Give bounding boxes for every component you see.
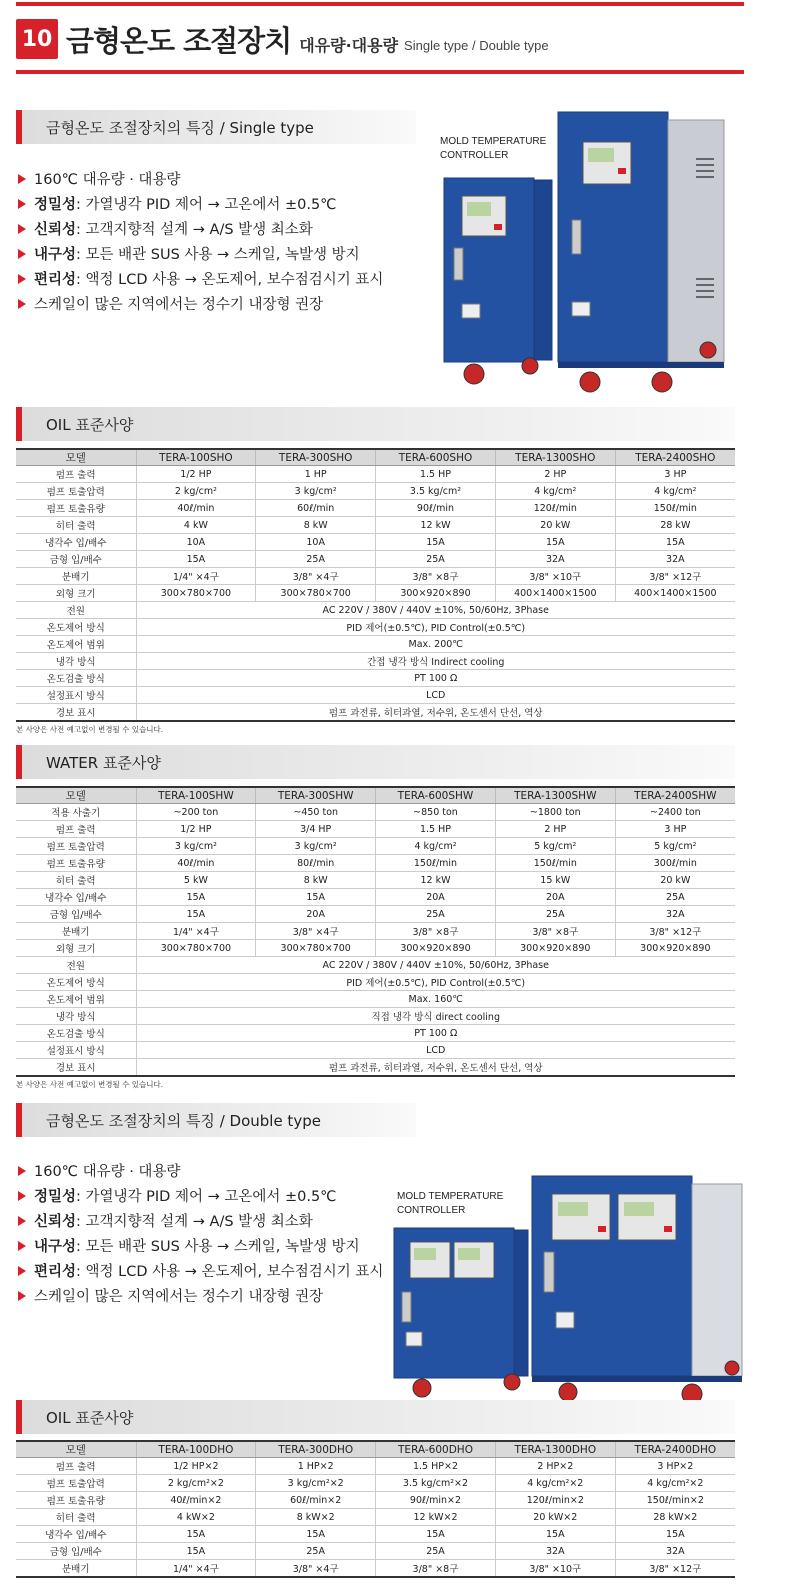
table-cell: 20 kW (495, 517, 615, 534)
table-cell: 12 kW (376, 872, 496, 889)
table-cell: 3/4 HP (256, 821, 376, 838)
table-row (16, 1042, 735, 1059)
table-cell: 8 kW (256, 872, 376, 889)
table-cell: ~2400 ton (615, 804, 735, 821)
row-label: 펌프 토출압력 (16, 483, 136, 500)
table-header-row (16, 1441, 735, 1458)
heading-accent (16, 1103, 22, 1137)
table-cell: ~450 ton (256, 804, 376, 821)
table-cell: 1/4" ×4구 (136, 1560, 256, 1578)
table-cell: 25A (495, 906, 615, 923)
table-cell: 20 kW×2 (495, 1509, 615, 1526)
table-cell: 5 kg/cm² (615, 838, 735, 855)
table-cell: 간접 냉각 방식 Indirect cooling (136, 653, 735, 670)
table-cell: 4 kg/cm² (376, 838, 496, 855)
table-cell: 15A (136, 1526, 256, 1543)
column-header: TERA-1300SHO (495, 449, 615, 466)
table-cell: 2 kg/cm² (136, 483, 256, 500)
table-cell: 4 kW×2 (136, 1509, 256, 1526)
row-label: 히터 출력 (16, 517, 136, 534)
heading-accent (16, 745, 22, 779)
table-cell: 300×780×700 (256, 585, 376, 602)
table-cell: 1.5 HP×2 (376, 1458, 496, 1475)
table-cell: 25A (376, 551, 496, 568)
table-cell: AC 220V / 380V / 440V ±10%, 50/60Hz, 3Phase (136, 957, 735, 974)
double-type-machine-image (392, 1172, 747, 1412)
oil-single-title: OIL 표준사양 (46, 415, 134, 434)
table-cell: 3/8" ×4구 (256, 568, 376, 585)
table-cell: 8 kW (256, 517, 376, 534)
table-row (16, 1509, 735, 1526)
table-row (16, 940, 735, 957)
table-cell: 15A (376, 1526, 496, 1543)
feature-item: 내구성 : 모든 배관 SUS 사용 → 스케일, 녹발생 방지 (18, 1233, 398, 1258)
table-row (16, 466, 735, 483)
row-label: 냉각수 입/배수 (16, 1526, 136, 1543)
row-label: 설정표시 방식 (16, 1042, 136, 1059)
row-label: 분배기 (16, 923, 136, 940)
bullet-icon (18, 249, 26, 259)
table-cell: 펌프 과전류, 히터과열, 저수위, 온도센서 단선, 역상 (136, 1059, 735, 1077)
row-label: 펌프 토출압력 (16, 1475, 136, 1492)
table-cell: 90ℓ/min (376, 500, 496, 517)
table-cell: 150ℓ/min (615, 500, 735, 517)
row-label: 펌프 토출유량 (16, 1492, 136, 1509)
water-single-note: 본 사양은 사전 예고없이 변경될 수 있습니다. (16, 1080, 164, 1089)
row-label: 외형 크기 (16, 940, 136, 957)
table-row (16, 923, 735, 940)
table-cell: 1 HP (256, 466, 376, 483)
bullet-icon (18, 299, 26, 309)
oil-double-title: OIL 표준사양 (46, 1408, 134, 1427)
column-header: 모델 (16, 1441, 136, 1458)
table-row (16, 602, 735, 619)
table-cell: 20A (495, 889, 615, 906)
table-row (16, 1458, 735, 1475)
table-cell: 15A (136, 1543, 256, 1560)
table-cell: 150ℓ/min (495, 855, 615, 872)
table-cell: 25A (615, 889, 735, 906)
bullet-icon (18, 274, 26, 284)
table-row (16, 906, 735, 923)
table-row (16, 991, 735, 1008)
table-cell: 60ℓ/min (256, 500, 376, 517)
table-cell: 2 HP×2 (495, 1458, 615, 1475)
table-row (16, 619, 735, 636)
row-label: 온도검출 방식 (16, 1025, 136, 1042)
table-row (16, 534, 735, 551)
table-cell: 300×920×890 (376, 940, 496, 957)
row-label: 냉각수 입/배수 (16, 534, 136, 551)
table-cell: 300×780×700 (136, 940, 256, 957)
table-cell: 2 kg/cm²×2 (136, 1475, 256, 1492)
top-rule (16, 2, 744, 6)
table-cell: 12 kW×2 (376, 1509, 496, 1526)
table-cell: 20A (256, 906, 376, 923)
table-cell: 25A (376, 906, 496, 923)
table-cell: 25A (256, 551, 376, 568)
row-label: 펌프 출력 (16, 1458, 136, 1475)
row-label: 금형 입/배수 (16, 1543, 136, 1560)
column-header: TERA-300DHO (256, 1441, 376, 1458)
table-cell: 펌프 과전류, 히터과열, 저수위, 온도센서 단선, 역상 (136, 704, 735, 722)
column-header: TERA-100DHO (136, 1441, 256, 1458)
page-subtitle-en: Single type / Double type (404, 37, 549, 53)
table-cell: 3/8" ×8구 (376, 923, 496, 940)
table-cell: 3/8" ×8구 (376, 1560, 496, 1578)
table-cell: 60ℓ/min×2 (256, 1492, 376, 1509)
table-row (16, 804, 735, 821)
feature-item: 정밀성 : 가열냉각 PID 제어 → 고온에서 ±0.5℃ (18, 191, 398, 216)
column-header: TERA-2400DHO (615, 1441, 735, 1458)
table-row (16, 872, 735, 889)
table-cell: 4 kg/cm² (495, 483, 615, 500)
table-cell: 4 kg/cm² (615, 483, 735, 500)
row-label: 펌프 출력 (16, 821, 136, 838)
table-cell: 1/2 HP×2 (136, 1458, 256, 1475)
section-number: 10 (16, 19, 58, 59)
table-cell: 3/8" ×8구 (376, 568, 496, 585)
table-row (16, 500, 735, 517)
table-cell: ~200 ton (136, 804, 256, 821)
bullet-icon (18, 1241, 26, 1251)
table-row (16, 636, 735, 653)
table-cell: 3 kg/cm²×2 (256, 1475, 376, 1492)
table-cell: 300×920×890 (376, 585, 496, 602)
table-cell: 1/2 HP (136, 821, 256, 838)
table-cell: 20A (376, 889, 496, 906)
table-cell: LCD (136, 1042, 735, 1059)
oil-single-heading (16, 407, 735, 441)
table-cell: 12 kW (376, 517, 496, 534)
table-cell: PT 100 Ω (136, 670, 735, 687)
table-cell: 15A (495, 534, 615, 551)
table-cell: 3.5 kg/cm²×2 (376, 1475, 496, 1492)
table-cell: 25A (256, 1543, 376, 1560)
water-single-heading (16, 745, 735, 779)
bullet-icon (18, 1216, 26, 1226)
table-row (16, 1008, 735, 1025)
table-cell: 80ℓ/min (256, 855, 376, 872)
row-label: 금형 입/배수 (16, 906, 136, 923)
table-cell: 10A (136, 534, 256, 551)
oil-double-spec-table (16, 1440, 735, 1578)
row-label: 온도제어 범위 (16, 991, 136, 1008)
column-header: TERA-600SHW (376, 787, 496, 804)
feature-item: 정밀성 : 가열냉각 PID 제어 → 고온에서 ±0.5℃ (18, 1183, 398, 1208)
row-label: 냉각수 입/배수 (16, 889, 136, 906)
table-cell: PID 제어(±0.5℃), PID Control(±0.5℃) (136, 974, 735, 991)
table-cell: 90ℓ/min×2 (376, 1492, 496, 1509)
table-cell: 2 HP (495, 821, 615, 838)
table-cell: 120ℓ/min×2 (495, 1492, 615, 1509)
row-label: 펌프 토출유량 (16, 855, 136, 872)
table-cell: 1.5 HP (376, 466, 496, 483)
row-label: 분배기 (16, 568, 136, 585)
table-row (16, 1526, 735, 1543)
table-cell: 4 kW (136, 517, 256, 534)
bullet-icon (18, 1291, 26, 1301)
double-feature-heading (16, 1103, 416, 1137)
row-label: 적용 사출기 (16, 804, 136, 821)
row-label: 온도제어 범위 (16, 636, 136, 653)
table-cell: 1 HP×2 (256, 1458, 376, 1475)
table-cell: 3/8" ×12구 (615, 923, 735, 940)
table-cell: 120ℓ/min (495, 500, 615, 517)
table-cell: 3/8" ×12구 (615, 568, 735, 585)
table-cell: Max. 200℃ (136, 636, 735, 653)
table-row (16, 1059, 735, 1077)
table-cell: 25A (376, 1543, 496, 1560)
table-row (16, 889, 735, 906)
double-image-label: MOLD TEMPERATURE CONTROLLER (397, 1191, 504, 1216)
table-row (16, 670, 735, 687)
water-single-spec-table (16, 786, 735, 1077)
table-cell: LCD (136, 687, 735, 704)
column-header: TERA-600SHO (376, 449, 496, 466)
single-image-label: MOLD TEMPERATURE CONTROLLER (440, 136, 547, 161)
table-cell: 3/8" ×12구 (615, 1560, 735, 1578)
single-feature-title: 금형온도 조절장치의 특징 / Single type (46, 118, 314, 137)
table-cell: 3/8" ×4구 (256, 923, 376, 940)
table-cell: 3 kg/cm² (256, 838, 376, 855)
table-row (16, 821, 735, 838)
table-cell: ~850 ton (376, 804, 496, 821)
table-cell: 3/8" ×8구 (495, 923, 615, 940)
table-cell: 40ℓ/min (136, 855, 256, 872)
table-cell: 4 kg/cm²×2 (615, 1475, 735, 1492)
table-cell: 15A (136, 906, 256, 923)
row-label: 히터 출력 (16, 872, 136, 889)
column-header: TERA-300SHO (256, 449, 376, 466)
feature-item: 160℃ 대유량 · 대용량 (18, 1158, 398, 1183)
table-cell: 300×780×700 (256, 940, 376, 957)
table-cell: 3.5 kg/cm² (376, 483, 496, 500)
table-cell: ~1800 ton (495, 804, 615, 821)
table-cell: 400×1400×1500 (495, 585, 615, 602)
single-feature-heading (16, 110, 416, 144)
table-row (16, 1543, 735, 1560)
bullet-icon (18, 1266, 26, 1276)
feature-item: 편리성 : 액정 LCD 사용 → 온도제어, 보수점검시기 표시 (18, 1258, 398, 1283)
table-cell: 28 kW (615, 517, 735, 534)
table-cell: 300×920×890 (495, 940, 615, 957)
table-row (16, 974, 735, 991)
heading-accent (16, 1400, 22, 1434)
table-cell: 3 kg/cm² (256, 483, 376, 500)
table-row (16, 1492, 735, 1509)
table-row (16, 704, 735, 722)
feature-item: 신뢰성 : 고객지향적 설계 → A/S 발생 최소화 (18, 1208, 398, 1233)
table-cell: 32A (495, 1543, 615, 1560)
row-label: 외형 크기 (16, 585, 136, 602)
row-label: 펌프 토출유량 (16, 500, 136, 517)
table-row (16, 687, 735, 704)
table-cell: 15A (136, 889, 256, 906)
table-row (16, 1560, 735, 1578)
table-row (16, 585, 735, 602)
row-label: 설정표시 방식 (16, 687, 136, 704)
bullet-icon (18, 1166, 26, 1176)
table-cell: 15 kW (495, 872, 615, 889)
table-cell: 40ℓ/min (136, 500, 256, 517)
table-cell: 15A (256, 1526, 376, 1543)
table-cell: 3/8" ×10구 (495, 568, 615, 585)
table-row (16, 653, 735, 670)
table-cell: 28 kW×2 (615, 1509, 735, 1526)
table-cell: 3/8" ×10구 (495, 1560, 615, 1578)
feature-item: 편리성 : 액정 LCD 사용 → 온도제어, 보수점검시기 표시 (18, 266, 398, 291)
column-header: TERA-1300SHW (495, 787, 615, 804)
table-cell: 32A (615, 551, 735, 568)
table-cell: AC 220V / 380V / 440V ±10%, 50/60Hz, 3Phase (136, 602, 735, 619)
table-row (16, 1025, 735, 1042)
column-header: TERA-1300DHO (495, 1441, 615, 1458)
table-cell: 1.5 HP (376, 821, 496, 838)
table-cell: 300×920×890 (615, 940, 735, 957)
row-label: 냉각 방식 (16, 1008, 136, 1025)
bullet-icon (18, 199, 26, 209)
column-header: TERA-300SHW (256, 787, 376, 804)
row-label: 금형 입/배수 (16, 551, 136, 568)
table-cell: 8 kW×2 (256, 1509, 376, 1526)
oil-single-note: 본 사양은 사전 예고없이 변경될 수 있습니다. (16, 725, 164, 734)
table-cell: 10A (256, 534, 376, 551)
row-label: 히터 출력 (16, 1509, 136, 1526)
bullet-icon (18, 1191, 26, 1201)
table-cell: 32A (615, 906, 735, 923)
table-cell: 150ℓ/min (376, 855, 496, 872)
feature-item: 160℃ 대유량 · 대용량 (18, 166, 398, 191)
row-label: 분배기 (16, 1560, 136, 1578)
row-label: 전원 (16, 602, 136, 619)
row-label: 냉각 방식 (16, 653, 136, 670)
table-row (16, 855, 735, 872)
page-header (16, 18, 549, 60)
table-cell: 40ℓ/min×2 (136, 1492, 256, 1509)
table-cell: 3 HP (615, 821, 735, 838)
feature-item: 스케일이 많은 지역에서는 정수기 내장형 권장 (18, 291, 398, 316)
column-header: TERA-2400SHO (615, 449, 735, 466)
page-subtitle: 대유량·대용량 (299, 35, 399, 55)
row-label: 펌프 토출압력 (16, 838, 136, 855)
table-cell: 15A (615, 1526, 735, 1543)
table-cell: 3 kg/cm² (136, 838, 256, 855)
table-row (16, 838, 735, 855)
table-cell: 5 kg/cm² (495, 838, 615, 855)
table-cell: 3/8" ×4구 (256, 1560, 376, 1578)
table-cell: 15A (495, 1526, 615, 1543)
table-cell: 300ℓ/min (615, 855, 735, 872)
table-row (16, 517, 735, 534)
double-feature-title: 금형온도 조절장치의 특징 / Double type (46, 1111, 321, 1130)
table-row (16, 1475, 735, 1492)
table-row (16, 483, 735, 500)
table-row (16, 568, 735, 585)
table-row (16, 551, 735, 568)
column-header: 모델 (16, 787, 136, 804)
table-cell: 32A (495, 551, 615, 568)
table-cell: 15A (615, 534, 735, 551)
table-cell: 4 kg/cm²×2 (495, 1475, 615, 1492)
column-header: TERA-100SHW (136, 787, 256, 804)
table-header-row (16, 449, 735, 466)
single-type-machine-image (440, 108, 735, 400)
table-cell: 15A (136, 551, 256, 568)
table-cell: 150ℓ/min×2 (615, 1492, 735, 1509)
table-cell: 20 kW (615, 872, 735, 889)
table-cell: 1/2 HP (136, 466, 256, 483)
water-single-title: WATER 표준사양 (46, 753, 161, 772)
oil-single-spec-table (16, 448, 735, 722)
table-cell: 3 HP×2 (615, 1458, 735, 1475)
table-cell: 15A (256, 889, 376, 906)
header-rule (16, 70, 744, 74)
feature-item: 신뢰성 : 고객지향적 설계 → A/S 발생 최소화 (18, 216, 398, 241)
table-cell: Max. 160℃ (136, 991, 735, 1008)
column-header: TERA-100SHO (136, 449, 256, 466)
table-row (16, 957, 735, 974)
table-cell: 2 HP (495, 466, 615, 483)
row-label: 온도검출 방식 (16, 670, 136, 687)
row-label: 온도제어 방식 (16, 619, 136, 636)
feature-item: 내구성 : 모든 배관 SUS 사용 → 스케일, 녹발생 방지 (18, 241, 398, 266)
table-cell: 1/4" ×4구 (136, 923, 256, 940)
table-cell: 400×1400×1500 (615, 585, 735, 602)
table-cell: 직접 냉각 방식 direct cooling (136, 1008, 735, 1025)
table-cell: PID 제어(±0.5℃), PID Control(±0.5℃) (136, 619, 735, 636)
row-label: 펌프 출력 (16, 466, 136, 483)
heading-accent (16, 407, 22, 441)
table-cell: 32A (615, 1543, 735, 1560)
table-cell: PT 100 Ω (136, 1025, 735, 1042)
heading-accent (16, 110, 22, 144)
bullet-icon (18, 224, 26, 234)
column-header: TERA-2400SHW (615, 787, 735, 804)
row-label: 전원 (16, 957, 136, 974)
table-cell: 300×780×700 (136, 585, 256, 602)
column-header: 모델 (16, 449, 136, 466)
bullet-icon (18, 174, 26, 184)
row-label: 온도제어 방식 (16, 974, 136, 991)
table-cell: 3 HP (615, 466, 735, 483)
oil-double-heading (16, 1400, 735, 1434)
table-cell: 1/4" ×4구 (136, 568, 256, 585)
table-cell: 15A (376, 534, 496, 551)
feature-item: 스케일이 많은 지역에서는 정수기 내장형 권장 (18, 1283, 398, 1308)
table-header-row (16, 787, 735, 804)
row-label: 경보 표시 (16, 704, 136, 722)
row-label: 경보 표시 (16, 1059, 136, 1077)
table-cell: 5 kW (136, 872, 256, 889)
column-header: TERA-600DHO (376, 1441, 496, 1458)
page-title: 금형온도 조절장치 (66, 23, 292, 58)
single-feature-list (18, 166, 398, 316)
double-feature-list (18, 1158, 398, 1308)
